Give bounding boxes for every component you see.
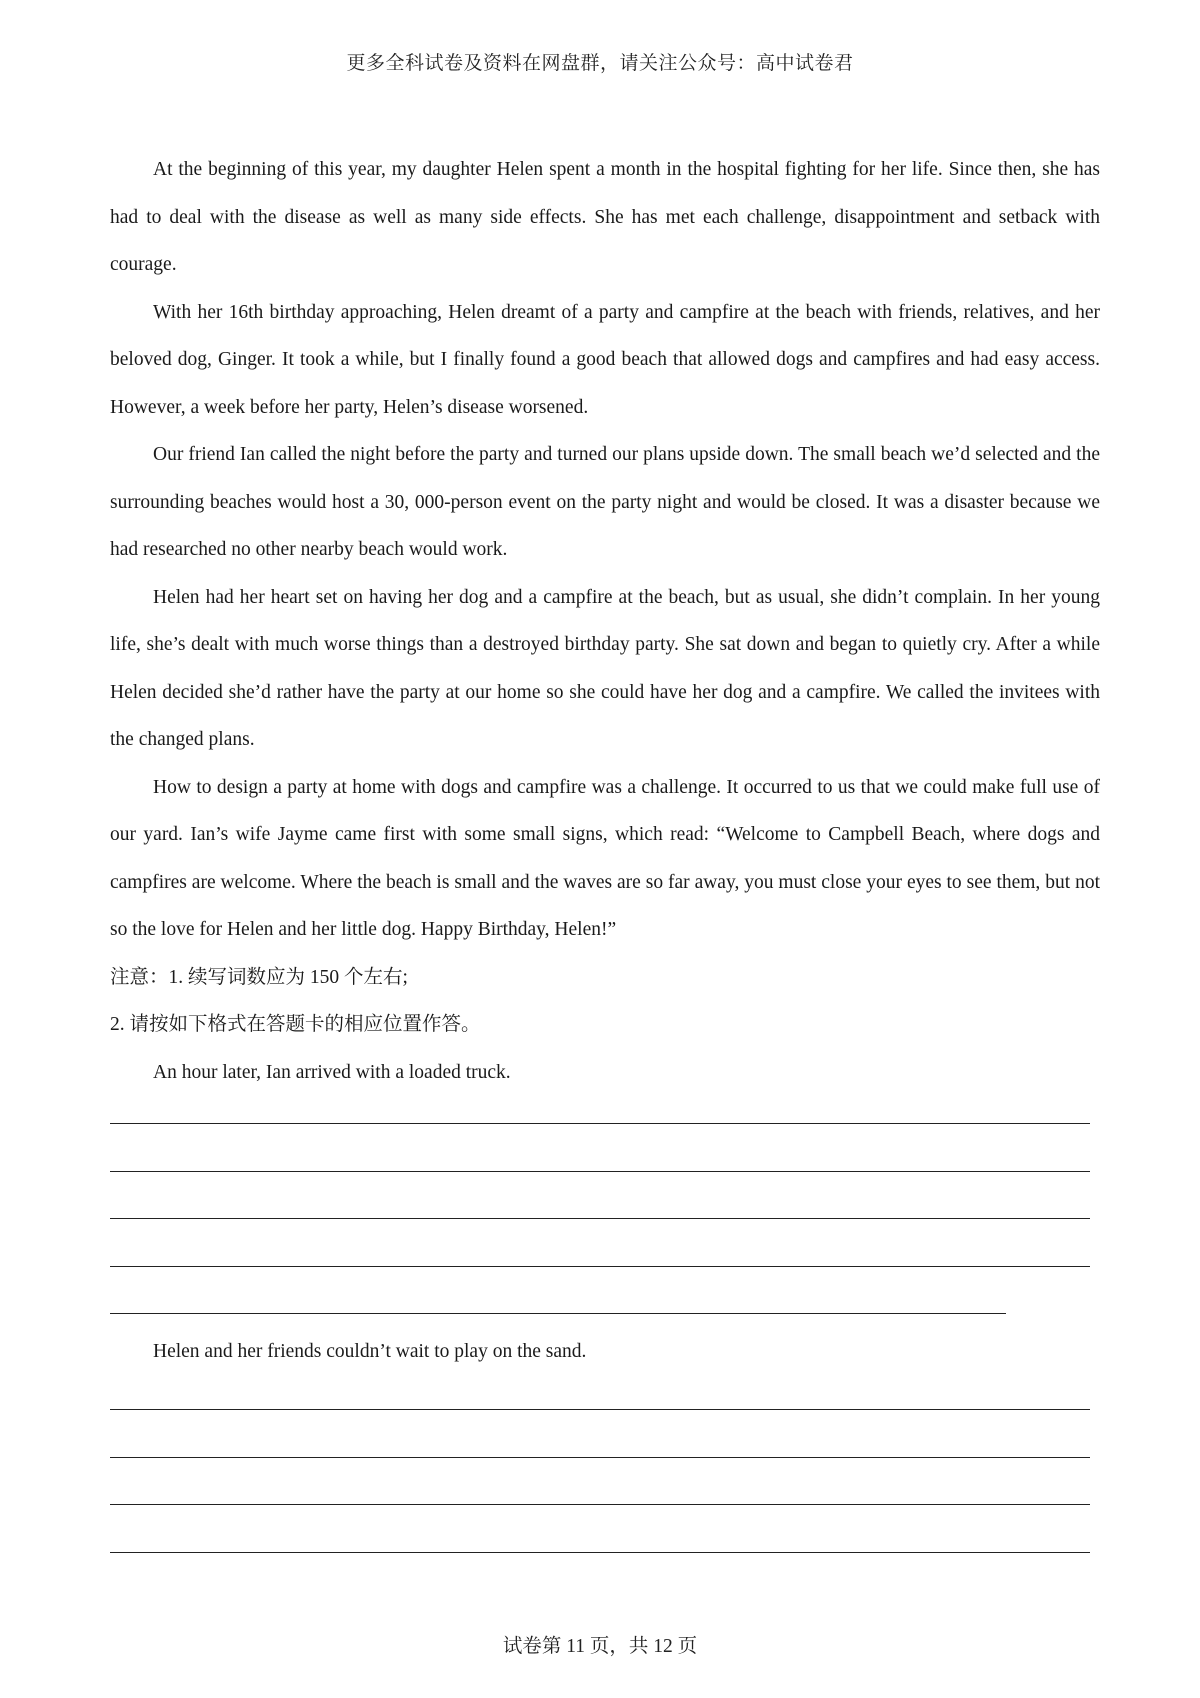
note-format: 2. 请按如下格式在答题卡的相应位置作答。 xyxy=(110,1014,481,1035)
answer-line xyxy=(110,1409,1090,1410)
continuation-prompt-2: Helen and her friends couldn’t wait to play on the sand. xyxy=(153,1341,587,1362)
answer-line xyxy=(110,1313,1006,1314)
answer-line xyxy=(110,1504,1090,1505)
answer-line xyxy=(110,1552,1090,1553)
answer-line xyxy=(110,1218,1090,1219)
paragraph-2: With her 16th birthday approaching, Helen dreamt of a party and campfire at the beach with friends, relatives, and her beloved dog, Ginger. It took a while, but I finally found a good beach that allowed dogs and campfires and had easy access. However, a week before her party, Helen’s disease worsened. xyxy=(110,301,1100,418)
answer-lines-1 xyxy=(110,1123,1090,1361)
answer-line xyxy=(110,1266,1090,1267)
passage xyxy=(110,146,1100,1096)
paragraph-3: Our friend Ian called the night before the party and turned our plans upside down. The small beach we’d selected and the surrounding beaches would host a 30, 000-person event on the party night and would be closed. It was a disaster because we had researched no other nearby beach would work. xyxy=(110,444,1100,560)
page-footer: 试卷第 11 页，共 12 页 xyxy=(502,1636,698,1657)
answer-line xyxy=(110,1457,1090,1458)
note-word-count: 注意：1. 续写词数应为 150 个左右; xyxy=(110,966,408,988)
paragraph-1: At the beginning of this year, my daughter Helen spent a month in the hospital fighting for her life. Since then, she has had to deal with the disease as well as many side effects. She has met each challenge, disappointment and setback with courage. xyxy=(110,159,1100,275)
paragraph-4: Helen had her heart set on having her dog and a campfire at the beach, but as usual, she didn’t complain. In her young life, she’s dealt with much worse things than a destroyed birthday party. She sat down and began to quietly cry. After a while Helen decided she’d rather have the party at our home so she could have her dog and a campfire. We called the invitees with the changed plans. xyxy=(110,586,1100,750)
answer-line xyxy=(110,1123,1090,1124)
page-header: 更多全科试卷及资料在网盘群，请关注公众号：高中试卷君 xyxy=(346,53,854,74)
continuation-prompt-1: An hour later, Ian arrived with a loaded truck. xyxy=(153,1061,511,1083)
answer-lines-2 xyxy=(110,1409,1090,1599)
paragraph-5: How to design a party at home with dogs and campfire was a challenge. It occurred to us that we could make full use of our yard. Ian’s wife Jayme came first with some small signs, which read: “Welcome to Campbell Beach, where dogs and campfires are welcome. Where the beach is small and the waves are so far away, you must close your eyes to see them, but not so the love for Helen and her little dog. Happy Birthday, Helen!” xyxy=(110,776,1100,940)
prompt-2-container xyxy=(110,1328,586,1376)
answer-line xyxy=(110,1171,1090,1172)
